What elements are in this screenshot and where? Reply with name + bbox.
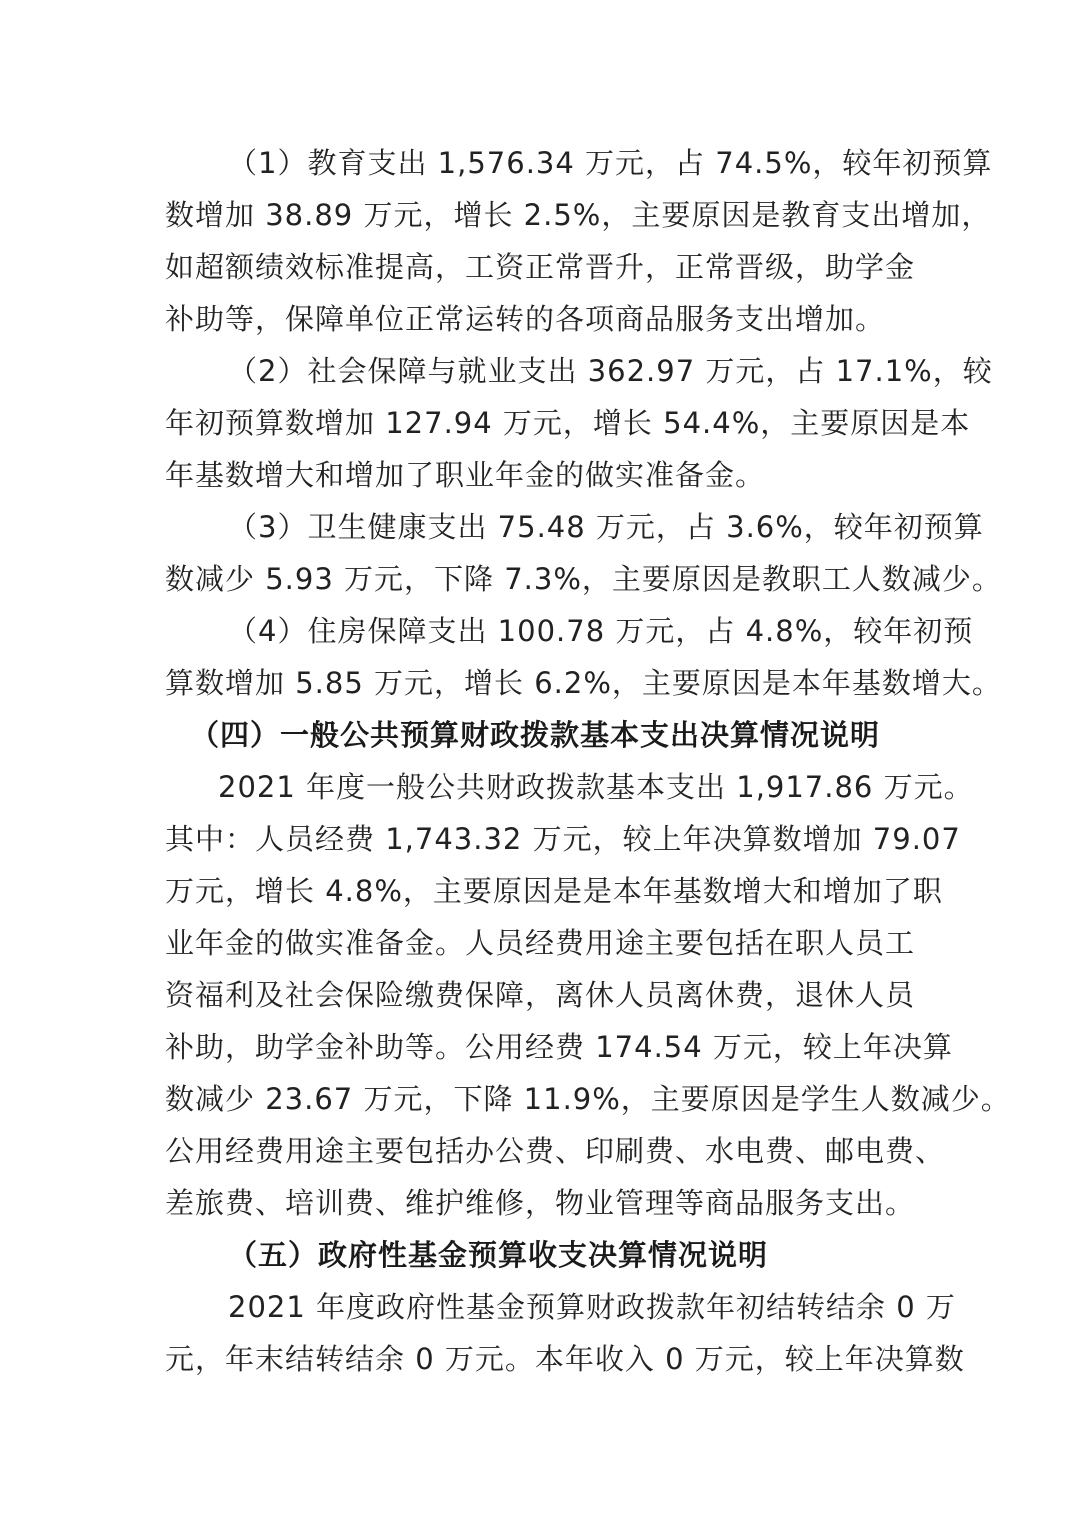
section-heading-5: （五）政府性基金预算收支决算情况说明 [228,1238,769,1272]
paragraph-education-line-3: 如超额绩效标准提高，工资正常晋升，正常晋级，助学金 [165,250,916,284]
paragraph-social-security-line-1: （2）社会保障与就业支出 362.97 万元，占 17.1%，较 [228,354,993,388]
paragraph-education-line-1: （1）教育支出 1,576.34 万元，占 74.5%，较年初预算 [228,146,993,180]
paragraph-basic-expenditure-line-3: 万元，增长 4.8%，主要原因是是本年基数增大和增加了职 [165,874,943,908]
paragraph-social-security-line-2: 年初预算数增加 127.94 万元，增长 54.4%，主要原因是本 [165,406,971,440]
paragraph-housing-line-2: 算数增加 5.85 万元，增长 6.2%，主要原因是本年基数增大。 [165,666,1002,700]
paragraph-social-security-line-3: 年基数增大和增加了职业年金的做实准备金。 [165,458,766,492]
paragraph-government-fund-line-1: 2021 年度政府性基金预算财政拨款年初结转结余 0 万 [228,1290,956,1324]
paragraph-education-line-4: 补助等，保障单位正常运转的各项商品服务支出增加。 [165,302,886,336]
paragraph-basic-expenditure-line-1: 2021 年度一般公共财政拨款基本支出 1,917.86 万元。 [218,770,974,804]
paragraph-basic-expenditure-line-7: 数减少 23.67 万元，下降 11.9%，主要原因是学生人数减少。 [165,1082,1011,1116]
paragraph-health-line-2: 数减少 5.93 万元，下降 7.3%，主要原因是教职工人数减少。 [165,562,1002,596]
paragraph-basic-expenditure-line-6: 补助，助学金补助等。公用经费 174.54 万元，较上年决算 [165,1030,953,1064]
paragraph-basic-expenditure-line-2: 其中：人员经费 1,743.32 万元，较上年决算数增加 79.07 [165,822,961,856]
paragraph-basic-expenditure-line-8: 公用经费用途主要包括办公费、印刷费、水电费、邮电费、 [165,1134,946,1168]
section-heading-4: （四）一般公共预算财政拨款基本支出决算情况说明 [190,718,881,752]
paragraph-basic-expenditure-line-4: 业年金的做实准备金。人员经费用途主要包括在职人员工 [165,926,916,960]
paragraph-health-line-1: （3）卫生健康支出 75.48 万元，占 3.6%，较年初预算 [228,510,984,544]
paragraph-government-fund-line-2: 元，年末结转结余 0 万元。本年收入 0 万元，较上年决算数 [165,1342,965,1376]
paragraph-housing-line-1: （4）住房保障支出 100.78 万元，占 4.8%，较年初预 [228,614,974,648]
paragraph-education-line-2: 数增加 38.89 万元，增长 2.5%，主要原因是教育支出增加， [165,198,992,232]
paragraph-basic-expenditure-line-5: 资福利及社会保险缴费保障，离休人员离休费，退休人员 [165,978,916,1012]
paragraph-basic-expenditure-line-9: 差旅费、培训费、维护维修，物业管理等商品服务支出。 [165,1186,916,1220]
